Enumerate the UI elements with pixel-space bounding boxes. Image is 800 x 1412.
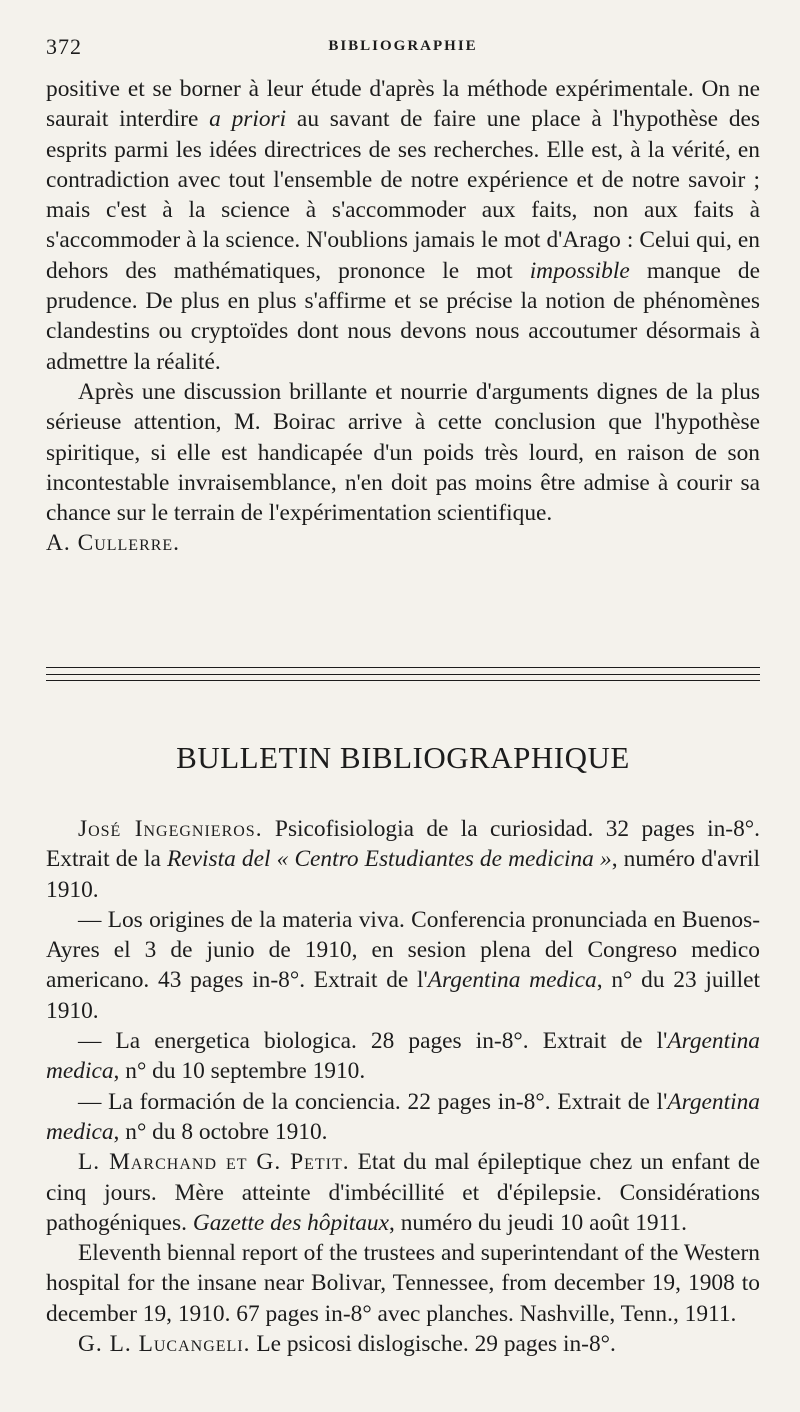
bibliography-entry: Eleventh biennal report of the trustees and superintendant of the Western hospital for the insane near Bolivar, Tennessee, from december 19, 1908 to december 19, 1910. 67 pages in-8° avec planches. Nashville, Tenn., 1911.: [46, 1240, 760, 1327]
page-number: 372: [46, 34, 82, 59]
entry-text: , numéro du jeudi 10 août 1911.: [389, 1209, 687, 1236]
review-signature: A. Cullerre.: [46, 530, 181, 557]
bibliography-list: [46, 814, 760, 1359]
bibliography-entry: [46, 905, 760, 1026]
bibliography-entry: [46, 814, 760, 905]
entry-journal: Revista del « Centro Estudiantes de medicina »: [166, 846, 612, 873]
entry-author: G. L. Lucangeli.: [78, 1331, 251, 1358]
running-head: BIBLIOGRAPHIE: [328, 38, 478, 54]
section-divider: [46, 680, 760, 681]
section-divider: [46, 674, 760, 675]
entry-journal: Gazette des hôpitaux: [192, 1209, 389, 1236]
entry-text: — La formación de la conciencia. 22 pages in-8°. Extrait de l': [78, 1088, 668, 1115]
review-text: [46, 74, 760, 559]
review-text-run: positive et se borner à leur étude d'après la méthode expérimentale. On ne saurait interdire: [46, 76, 760, 133]
entry-text: , n° du 10 septembre 1910.: [113, 1058, 366, 1085]
bibliography-entry: [46, 1147, 760, 1238]
bibliography-entry: [46, 1329, 760, 1359]
page-header: [46, 34, 760, 64]
entry-text: Le psicosi dislogische. 29 pages in-8°.: [250, 1331, 616, 1358]
review-paragraph: Après une discussion brillante et nourrie d'arguments dignes de la plus sérieuse attention, M. Boirac arrive à cette conclusion que l'hypothèse spiritique, si elle est handicapée d'un poids très lourd, en raison de son incontestable invraisemblance, n'en doit pas moins être admise à courir sa chance sur le terrain de l'expérimentation scientifique.: [46, 378, 760, 527]
italic-phrase: a priori: [209, 106, 287, 133]
entry-text: , n° du 23 juillet 1910.: [46, 967, 760, 1024]
review-paragraph: [46, 74, 760, 377]
entry-text: — Los origines de la materia viva. Conferencia pronunciada en Buenos-Ayres el 3 de junio de 1910, en sesion plena del Congreso medico americano. 43 pages in-8°. Extrait de l': [46, 906, 760, 994]
entry-text: Etat du mal épileptique chez un enfant de cinq jours. Mère atteinte d'imbécillité et d'épilepsie. Considérations pathogéniques.: [46, 1149, 760, 1236]
italic-phrase: impossible: [529, 257, 630, 284]
entry-text: , numéro d'avril 1910.: [46, 846, 760, 903]
entry-journal: Argentina medica: [427, 967, 597, 994]
section-title: BULLETIN BIBLIOGRAPHIQUE: [176, 740, 630, 775]
entry-author: José Ingegnieros.: [78, 816, 263, 842]
entry-journal: Argentina medica: [46, 1028, 760, 1085]
entry-journal: Argentina medica: [46, 1088, 760, 1145]
section-divider: [46, 667, 760, 668]
entry-author: L. Marchand et G. Petit.: [78, 1149, 350, 1176]
review-text-run: au savant de faire une place à l'hypothèse des esprits parmi les idées directrices de ses recherches. Elle est, à la vérité, en contradiction avec tout l'ensemble de notre expérience et de notre savoir ; mais c'est à la science à s'accommoder aux faits, non aux faits à s'accommoder à la science. N'oublions jamais le mot d'Arago : Celui qui, en dehors des mathématiques, prononce le mot: [46, 106, 761, 284]
entry-text: , n° du 8 octobre 1910.: [113, 1118, 328, 1145]
entry-text: — La energetica biologica. 28 pages in-8°. Extrait de l': [78, 1028, 668, 1055]
entry-text: Psicofisiologia de la curiosidad. 32 pages in-8°. Extrait de la: [46, 816, 760, 873]
review-text-run: manque de prudence. De plus en plus s'affirme et se précise la notion de phénomènes clandestins ou cryptoïdes dont nous devons nous accoutumer désormais à admettre la réalité.: [46, 257, 760, 375]
bibliography-entry: [46, 1087, 760, 1148]
bibliography-entry: [46, 1026, 760, 1087]
